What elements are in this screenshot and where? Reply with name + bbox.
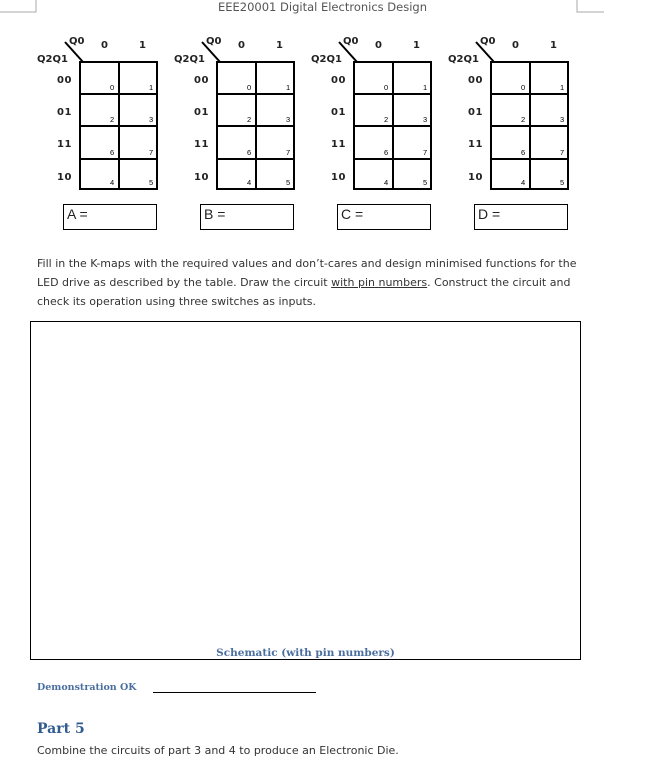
kmap-grid[interactable]: [490, 61, 569, 190]
kmap-cell-number: 6: [247, 148, 252, 157]
kmap-col-variable: Q0: [343, 36, 359, 47]
kmap-row-variable: Q2Q1: [37, 54, 68, 65]
kmap-col-variable: Q0: [69, 36, 85, 47]
kmap-col-label: 1: [139, 40, 146, 51]
kmap-row-variable: Q2Q1: [174, 54, 205, 65]
kmap-3: [448, 34, 588, 234]
kmap-cell-number: 7: [286, 148, 291, 157]
kmap-answer-label: C =: [341, 206, 364, 222]
kmap-grid-hline: [81, 93, 156, 95]
kmap-answer-label: B =: [204, 206, 226, 222]
kmap-cell-number: 1: [560, 83, 565, 92]
kmap-cell-number: 1: [286, 83, 291, 92]
kmap-cell-number: 7: [149, 148, 154, 157]
kmap-col-label: 1: [276, 40, 283, 51]
kmap-cell-number: 5: [286, 178, 291, 187]
kmap-row-label: 11: [468, 139, 483, 150]
kmap-col-label: 1: [413, 40, 420, 51]
kmap-answer-box[interactable]: [337, 204, 431, 230]
kmap-cell-number: 0: [110, 83, 115, 92]
kmap-row-label: 01: [331, 107, 346, 118]
instructions-text-1: Fill in the K-maps with the required values and don’t-cares and design minimised functions for the LED drive as described by the table. Draw the circuit: [37, 257, 577, 289]
kmap-cell-number: 2: [110, 115, 115, 124]
kmap-grid-hline: [492, 125, 567, 127]
kmap-answer-label: D =: [478, 206, 501, 222]
kmap-cell-number: 4: [110, 178, 115, 187]
kmap-cell-number: 0: [521, 83, 526, 92]
kmap-row-label: 00: [194, 75, 209, 86]
demonstration-label: Demonstration OK: [37, 682, 137, 693]
kmap-grid-hline: [355, 158, 430, 160]
kmap-cell-number: 3: [149, 115, 154, 124]
kmap-col-label: 1: [550, 40, 557, 51]
kmap-cell-number: 6: [110, 148, 115, 157]
kmap-grid[interactable]: [79, 61, 158, 190]
demonstration-signature-line[interactable]: [153, 692, 316, 693]
kmap-row-label: 11: [194, 139, 209, 150]
kmap-row-label: 01: [468, 107, 483, 118]
kmap-row-label: 01: [57, 107, 72, 118]
kmap-cell-number: 0: [247, 83, 252, 92]
page-header-title: EEE20001 Digital Electronics Design: [217, 0, 428, 14]
instructions-paragraph: [37, 254, 577, 311]
kmap-grid-hline: [218, 125, 293, 127]
kmap-row-label: 00: [468, 75, 483, 86]
kmap-cell-number: 2: [521, 115, 526, 124]
kmap-grid-hline: [81, 125, 156, 127]
kmap-row-label: 10: [331, 172, 346, 183]
kmap-row-label: 10: [57, 172, 72, 183]
kmap-1: [174, 34, 314, 234]
kmap-row-label: 00: [331, 75, 346, 86]
kmap-grid[interactable]: [216, 61, 295, 190]
kmap-row-label: 01: [194, 107, 209, 118]
kmap-answer-box[interactable]: [200, 204, 294, 230]
kmap-cell-number: 3: [423, 115, 428, 124]
kmap-row-variable: Q2Q1: [311, 54, 342, 65]
kmap-cell-number: 4: [247, 178, 252, 187]
kmap-cell-number: 5: [560, 178, 565, 187]
kmap-cell-number: 2: [247, 115, 252, 124]
kmap-cell-number: 2: [384, 115, 389, 124]
kmap-cell-number: 5: [149, 178, 154, 187]
kmap-row-label: 00: [57, 75, 72, 86]
kmap-grid-hline: [81, 158, 156, 160]
kmap-0: [37, 34, 177, 234]
schematic-drawing-area[interactable]: [30, 321, 581, 660]
kmap-col-label: 0: [101, 40, 108, 51]
part5-heading: Part 5: [37, 721, 85, 737]
kmap-grid-hline: [218, 158, 293, 160]
kmap-col-label: 0: [375, 40, 382, 51]
kmap-answer-box[interactable]: [63, 204, 157, 230]
kmap-2: [311, 34, 451, 234]
kmap-grid-hline: [492, 93, 567, 95]
kmap-col-label: 0: [512, 40, 519, 51]
kmap-grid-hline: [492, 158, 567, 160]
kmap-cell-number: 3: [286, 115, 291, 124]
kmap-cell-number: 7: [423, 148, 428, 157]
schematic-caption: Schematic (with pin numbers): [216, 647, 395, 659]
instructions-text-2: . Construct the circuit and check its operation using three switches as inputs.: [37, 276, 571, 308]
kmap-col-variable: Q0: [480, 36, 496, 47]
kmap-answer-box[interactable]: [474, 204, 568, 230]
kmap-grid-hline: [218, 93, 293, 95]
kmap-cell-number: 6: [521, 148, 526, 157]
kmap-col-label: 0: [238, 40, 245, 51]
kmap-cell-number: 0: [384, 83, 389, 92]
kmap-row-variable: Q2Q1: [448, 54, 479, 65]
kmap-answer-label: A =: [67, 206, 88, 222]
kmap-cell-number: 5: [423, 178, 428, 187]
kmap-cell-number: 7: [560, 148, 565, 157]
kmap-cell-number: 1: [423, 83, 428, 92]
kmap-col-variable: Q0: [206, 36, 222, 47]
kmap-grid-hline: [355, 125, 430, 127]
kmap-row-label: 10: [468, 172, 483, 183]
kmap-row-label: 10: [194, 172, 209, 183]
kmap-cell-number: 6: [384, 148, 389, 157]
kmap-cell-number: 3: [560, 115, 565, 124]
instructions-underlined: with pin numbers: [331, 276, 428, 289]
kmap-cell-number: 4: [521, 178, 526, 187]
part5-text: Combine the circuits of part 3 and 4 to produce an Electronic Die.: [37, 744, 399, 757]
kmap-grid[interactable]: [353, 61, 432, 190]
kmap-grid-hline: [355, 93, 430, 95]
kmap-row-label: 11: [331, 139, 346, 150]
kmap-row-label: 11: [57, 139, 72, 150]
kmap-cell-number: 4: [384, 178, 389, 187]
kmap-cell-number: 1: [149, 83, 154, 92]
